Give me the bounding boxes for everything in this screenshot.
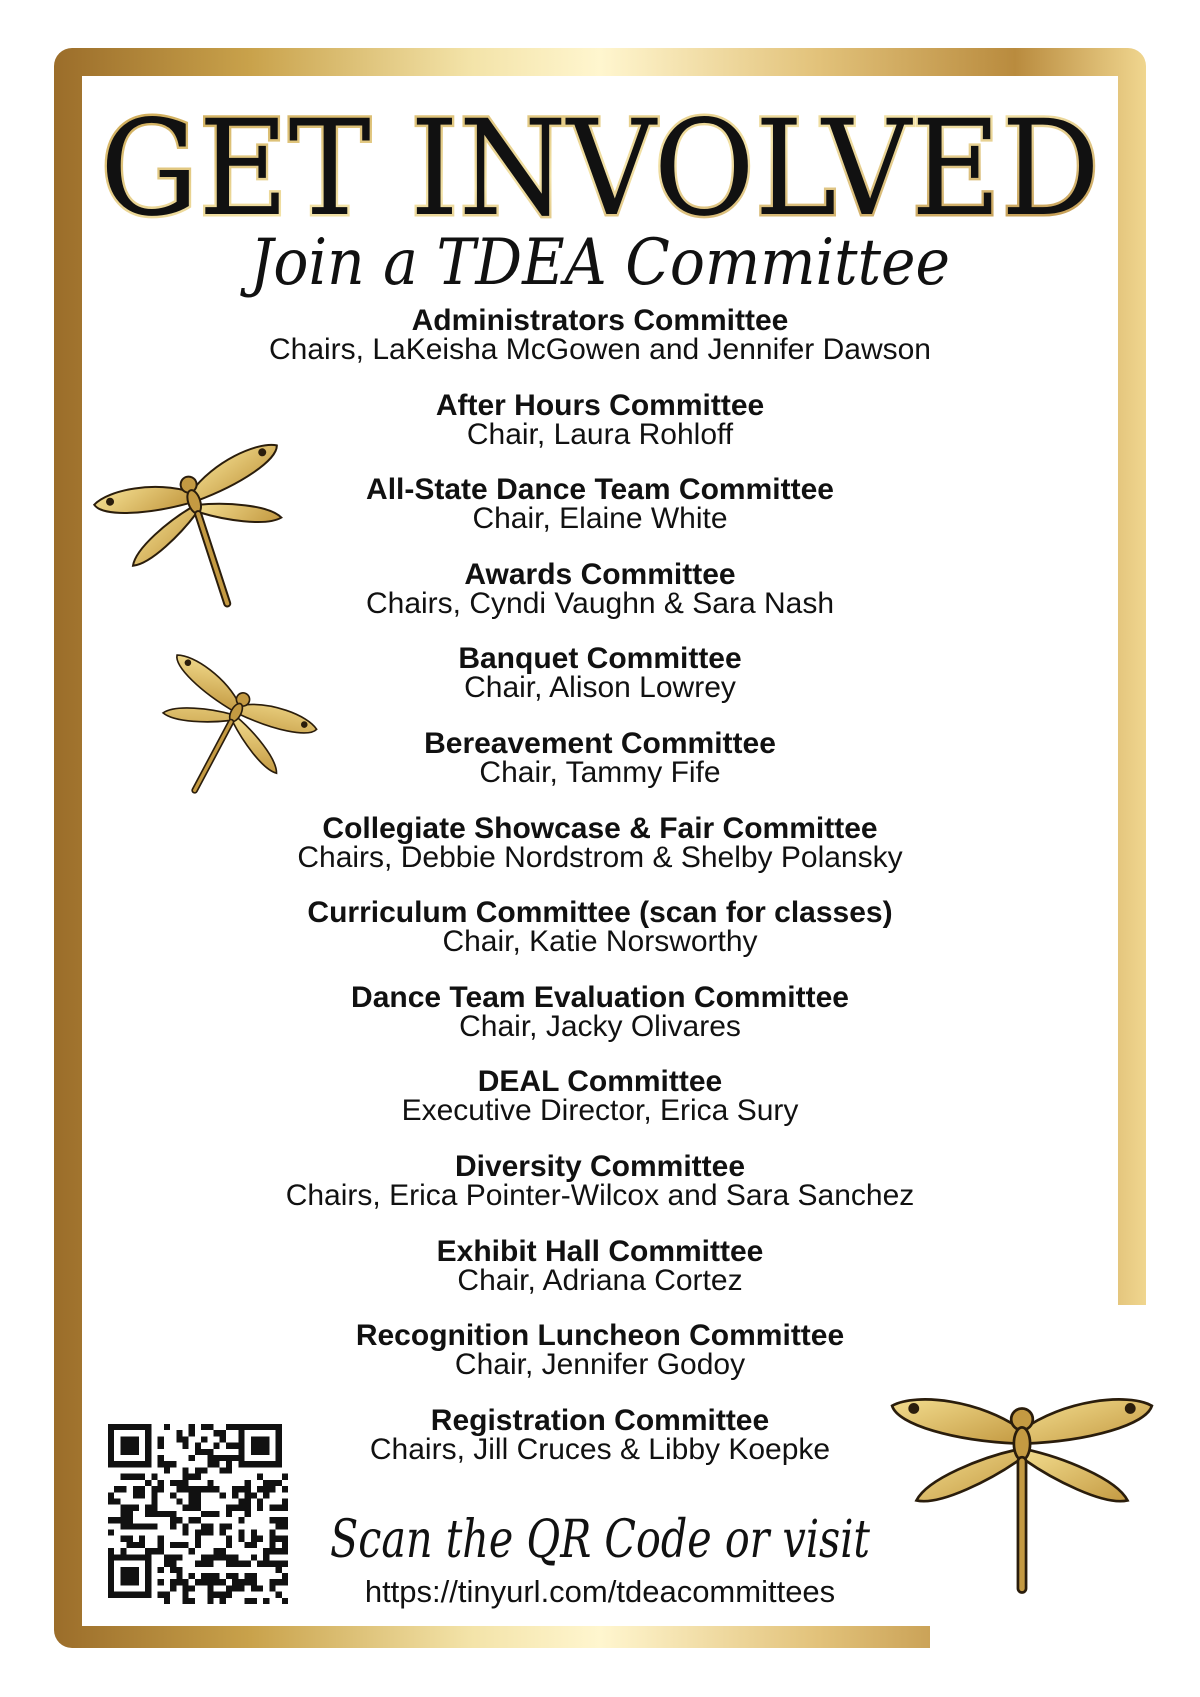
committee-name: Bereavement Committee xyxy=(424,726,776,760)
committee-entry xyxy=(200,980,1000,1068)
committee-name: Administrators Committee xyxy=(411,304,789,337)
committee-chair: Chair, Alison Lowrey xyxy=(464,671,736,705)
committee-name: Curriculum Committee (scan for classes) xyxy=(307,896,893,930)
subtitle xyxy=(82,218,1118,318)
committee-entry xyxy=(200,475,1000,560)
committee-name: All-State Dance Team Committee xyxy=(366,473,834,507)
committee-name: Recognition Luncheon Committee xyxy=(355,1319,845,1353)
committee-entry xyxy=(200,811,1000,899)
committee-entry xyxy=(200,726,1000,814)
footer-script-text: Scan the QR Code or visit xyxy=(330,1510,871,1570)
committee-chair: Chair, Laura Rohloff xyxy=(466,417,734,451)
committee-name: After Hours Committee xyxy=(435,388,765,422)
committee-chair: Chairs, Jill Cruces & Libby Koepke xyxy=(369,1432,831,1466)
committee-chair: Chairs, Erica Pointer-Wilcox and Sara Sanchez xyxy=(285,1178,915,1212)
committee-name: Banquet Committee xyxy=(458,642,742,676)
committee-entry xyxy=(200,388,1000,476)
committee-name: Exhibit Hall Committee xyxy=(436,1234,764,1268)
committee-name: Dance Team Evaluation Committee xyxy=(351,980,849,1014)
committee-chair: Chairs, Cyndi Vaughn & Sara Nash xyxy=(365,586,835,620)
committee-entry xyxy=(200,306,1000,391)
committee-name: Collegiate Showcase & Fair Committee xyxy=(322,811,878,845)
committee-chair: Chair, Elaine White xyxy=(472,502,728,536)
committee-chair: Chair, Adriana Cortez xyxy=(457,1263,743,1297)
committee-chair: Chair, Katie Norsworthy xyxy=(442,925,758,959)
page-title xyxy=(82,92,1118,246)
committee-chair: Chairs, LaKeisha McGowen and Jennifer Dawson xyxy=(268,333,931,366)
committee-entry xyxy=(200,1149,1000,1237)
subtitle-text: Join a TDEA Committee xyxy=(239,226,950,300)
committee-name: DEAL Committee xyxy=(477,1065,723,1099)
committee-entry xyxy=(200,1067,1000,1152)
committee-entry xyxy=(200,898,1000,983)
qr-code-icon[interactable] xyxy=(108,1424,288,1604)
dragonfly-icon xyxy=(876,1376,1168,1606)
title-text: GET INVOLVED xyxy=(100,92,1100,246)
committee-name: Registration Committee xyxy=(430,1403,770,1437)
committees-link[interactable]: https://tinyurl.com/tdeacommittees xyxy=(364,1574,836,1609)
committee-name: Diversity Committee xyxy=(454,1149,746,1183)
committee-chair: Chair, Jennifer Godoy xyxy=(454,1348,746,1382)
footer-script xyxy=(300,1495,900,1580)
committee-chair: Chair, Jacky Olivares xyxy=(459,1009,741,1043)
committee-entry xyxy=(200,1234,1000,1322)
committee-list xyxy=(200,306,1000,1490)
committee-name: Awards Committee xyxy=(464,557,736,591)
committee-chair: Chair, Tammy Fife xyxy=(479,755,721,789)
committee-chair: Executive Director, Erica Sury xyxy=(401,1094,799,1128)
committee-chair: Chairs, Debbie Nordstrom & Shelby Polansky xyxy=(297,840,903,874)
